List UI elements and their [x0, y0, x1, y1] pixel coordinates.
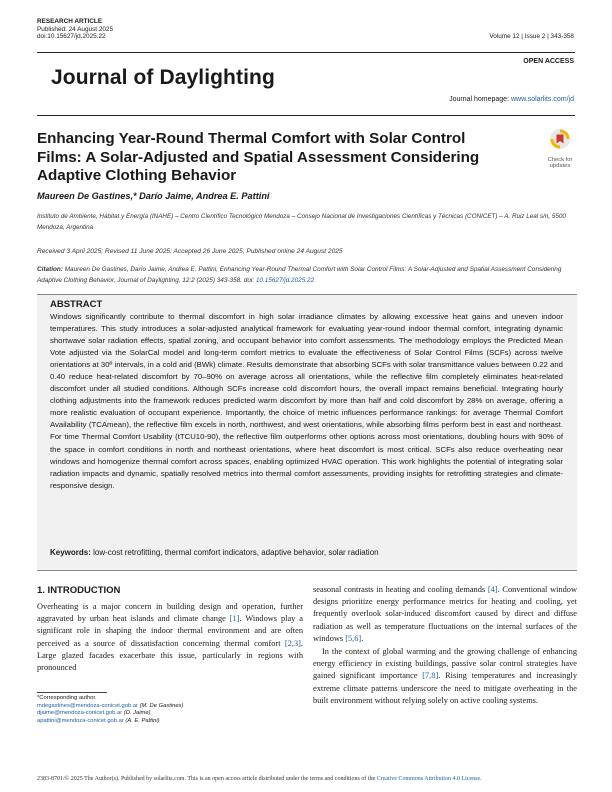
citation-ref[interactable]: [4]	[487, 585, 498, 594]
paragraph	[313, 646, 577, 707]
citation-doi-link[interactable]: 10.15627/jd.2025.22	[255, 276, 315, 284]
email-owner: (D. Jaime)	[123, 710, 151, 717]
footnote-rule	[37, 692, 107, 693]
homepage-label: Journal homepage:	[449, 96, 510, 103]
body-text: . Rising temperatures and increasingly extreme climate patterns underscore the need to mitigate overheating in the built environment without relying solely on active cooling systems.	[313, 671, 578, 705]
published-date: Published: 24 August 2025	[37, 25, 114, 33]
received-dates: Received 3 April 2025; Revised 11 June 2025; Accepted 26 June 2025; Published online 24 August 2025	[37, 248, 343, 255]
article-doi: doi:10.15627/jd.2025.22	[37, 33, 106, 41]
page-footer	[37, 776, 577, 782]
email-owner: (M. De Gastines)	[139, 702, 184, 709]
license-link[interactable]: Creative Commons Attribution 4.0 License	[376, 776, 481, 782]
body-column-left	[37, 601, 303, 674]
body-text: Overheating is a major concern in building design and operation, further aggravated by urban heat islands and climate change	[37, 602, 303, 624]
email-link[interactable]: djaime@mendoza-conicet.gob.ar	[37, 710, 123, 717]
citation-ref[interactable]: [2,3]	[284, 638, 301, 648]
footnote	[37, 695, 183, 725]
paragraph	[313, 584, 577, 645]
footer-text: 2383-8701/© 2025 The Author(s). Published by solarlits.com. This is an open access article distributed under the terms and conditions of the	[37, 776, 377, 782]
citation-text: Maureen De Gastines, Darío Jaime, Andrea E. Pattini, Enhancing Year-Round Thermal Comfort with Solar Control Films: A Solar-Adjusted and Spatial Assessment Considering Adaptive Clothing Behavior, Journal of Daylighting, 12:2 (2025) 343-358. doi:	[37, 266, 562, 284]
citation-ref[interactable]: [5,6]	[345, 633, 362, 643]
citation-label: Citation:	[37, 266, 63, 273]
check-updates-line1: Check for	[547, 157, 573, 163]
email-link[interactable]: mdegastines@mendoza-conicet.gob.ar	[37, 702, 138, 709]
body-text: . Large glazed facades exacerbate this issue, particularly in regions with pronounced	[37, 638, 303, 673]
volume-info: Volume 12 | Issue 2 | 343-358	[489, 33, 574, 40]
homepage-link[interactable]: www.solarlits.com/jd	[510, 96, 574, 103]
article-meta	[37, 18, 113, 41]
open-access-label: OPEN ACCESS	[523, 58, 574, 65]
article-type: RESEARCH ARTICLE	[37, 18, 103, 25]
footer-end: .	[480, 776, 482, 782]
authors: Maureen De Gastines,* Darío Jaime, Andrea E. Pattini	[37, 191, 270, 201]
article-title: Enhancing Year-Round Thermal Comfort with Solar Control Films: A Solar-Adjusted and Spatial Assessment Considering Adaptive Clothing Behavior	[37, 130, 480, 185]
body-text: . Windows play a significant role in shaping the indoor thermal environment and are often perceived as a source of dissatisfaction concerning thermal comfort	[37, 614, 303, 648]
body-text: . Conventional window designs prioritize energy performance metrics for heating and cooling, yet frequently overlook solar-induced discomfort caused by direct and diffuse radiation as well as temperature fluctuations on the internal surfaces of the windows	[313, 585, 577, 643]
citation-ref[interactable]: [1]	[229, 614, 240, 624]
email-owner: (A. E. Pattini)	[125, 717, 160, 724]
abstract-heading: ABSTRACT	[50, 299, 103, 310]
journal-homepage	[449, 96, 574, 103]
check-for-updates-icon	[549, 128, 571, 150]
keywords	[50, 548, 563, 557]
citation-ref[interactable]: [7,8]	[422, 671, 439, 681]
keywords-list: low-cost retrofitting, thermal comfort indicators, adaptive behavior, solar radiation	[93, 548, 379, 557]
section-heading-introduction: 1. INTRODUCTION	[37, 585, 121, 596]
check-for-updates-badge[interactable]	[543, 128, 577, 170]
author-email	[37, 710, 183, 718]
body-text: .	[361, 633, 364, 643]
body-text: In the context of global warming and the growing challenge of enhancing energy efficiency in existing buildings, passive solar control strategies have gained significant importance	[313, 647, 577, 681]
author-email	[37, 703, 183, 711]
keywords-label: Keywords:	[50, 548, 91, 557]
journal-name: Journal of Daylighting	[51, 66, 275, 89]
check-updates-line2: updates	[549, 163, 571, 170]
citation	[37, 265, 577, 286]
author-email	[37, 718, 183, 726]
email-link[interactable]: apattini@mendoza-conicet.gob.ar	[37, 717, 124, 724]
body-column-right	[313, 584, 577, 707]
body-text: seasonal contrasts in heating and cooling demands	[313, 585, 488, 594]
corresponding-author-label: *Corresponding author.	[37, 695, 97, 701]
abstract-text: Windows significantly contribute to thermal discomfort in high solar irradiance climates by allowing excessive heat gains and uneven indoor temperatures. This study introduces a solar-adjusted analytical framework for evaluating year-round indoor thermal comfort, integrating dynamic shortwave solar radiation effects, spatial zoning, and occupant behavior into comfort assessments. The methodology employs the Predicted Mean Vote adjusted via the SolarCal model and long-term comfort metrics to evaluate the effectiveness of Solar Control Films (SCFs) across twelve orientations at 30º intervals, in a cold arid (BWk) climate. Results demonstrate that absorbing SCFs with solar transmittance values between 0.22 and 0.40 reduce heat-related discomfort by 70–90% on average across all orientations, while the reflective film completely eliminates heat-related discomfort under all studied conditions. Although SCFs increase cold discomfort hours, the overall impact remains beneficial. Integrating hourly clothing adjustments into the framework reduces predicted warm discomfort by more than half and cold discomfort by 28% on average, offering a more realistic evaluation of occupant experience. Importantly, the choice of metric influences performance rankings: for average Thermal Comfort Availability (TCAmean), the reflective film excels in north, northwest, and west orientations, while absorbing films perform best in east and northeast. For time Thermal Comfort Usability (tTCU10-90), the reflective film outperforms other options across most orientations, doubling hours with 90% of the space in comfort conditions in north and northeast orientations, where heat discomfort is most critical. SCFs also reduce overheating near windows and homogenize thermal comfort across spaces, enabling optimized HVAC operation. This work highlights the potential of integrating solar radiation impacts and dynamic, spatially resolved metrics into thermal comfort assessments, providing insights for retrofitting strategies and climate-responsive design.	[50, 312, 563, 490]
affiliation: Instituto de Ambiente, Hábitat y Energía (INAHE) – Centro Científico Tecnológico Mendoza – Consejo Nacional de Investigaciones Científicas y Técnicas (CONICET) – A. Ruiz Leal s/n, 5500 Mendoza, Argentina	[37, 213, 566, 231]
